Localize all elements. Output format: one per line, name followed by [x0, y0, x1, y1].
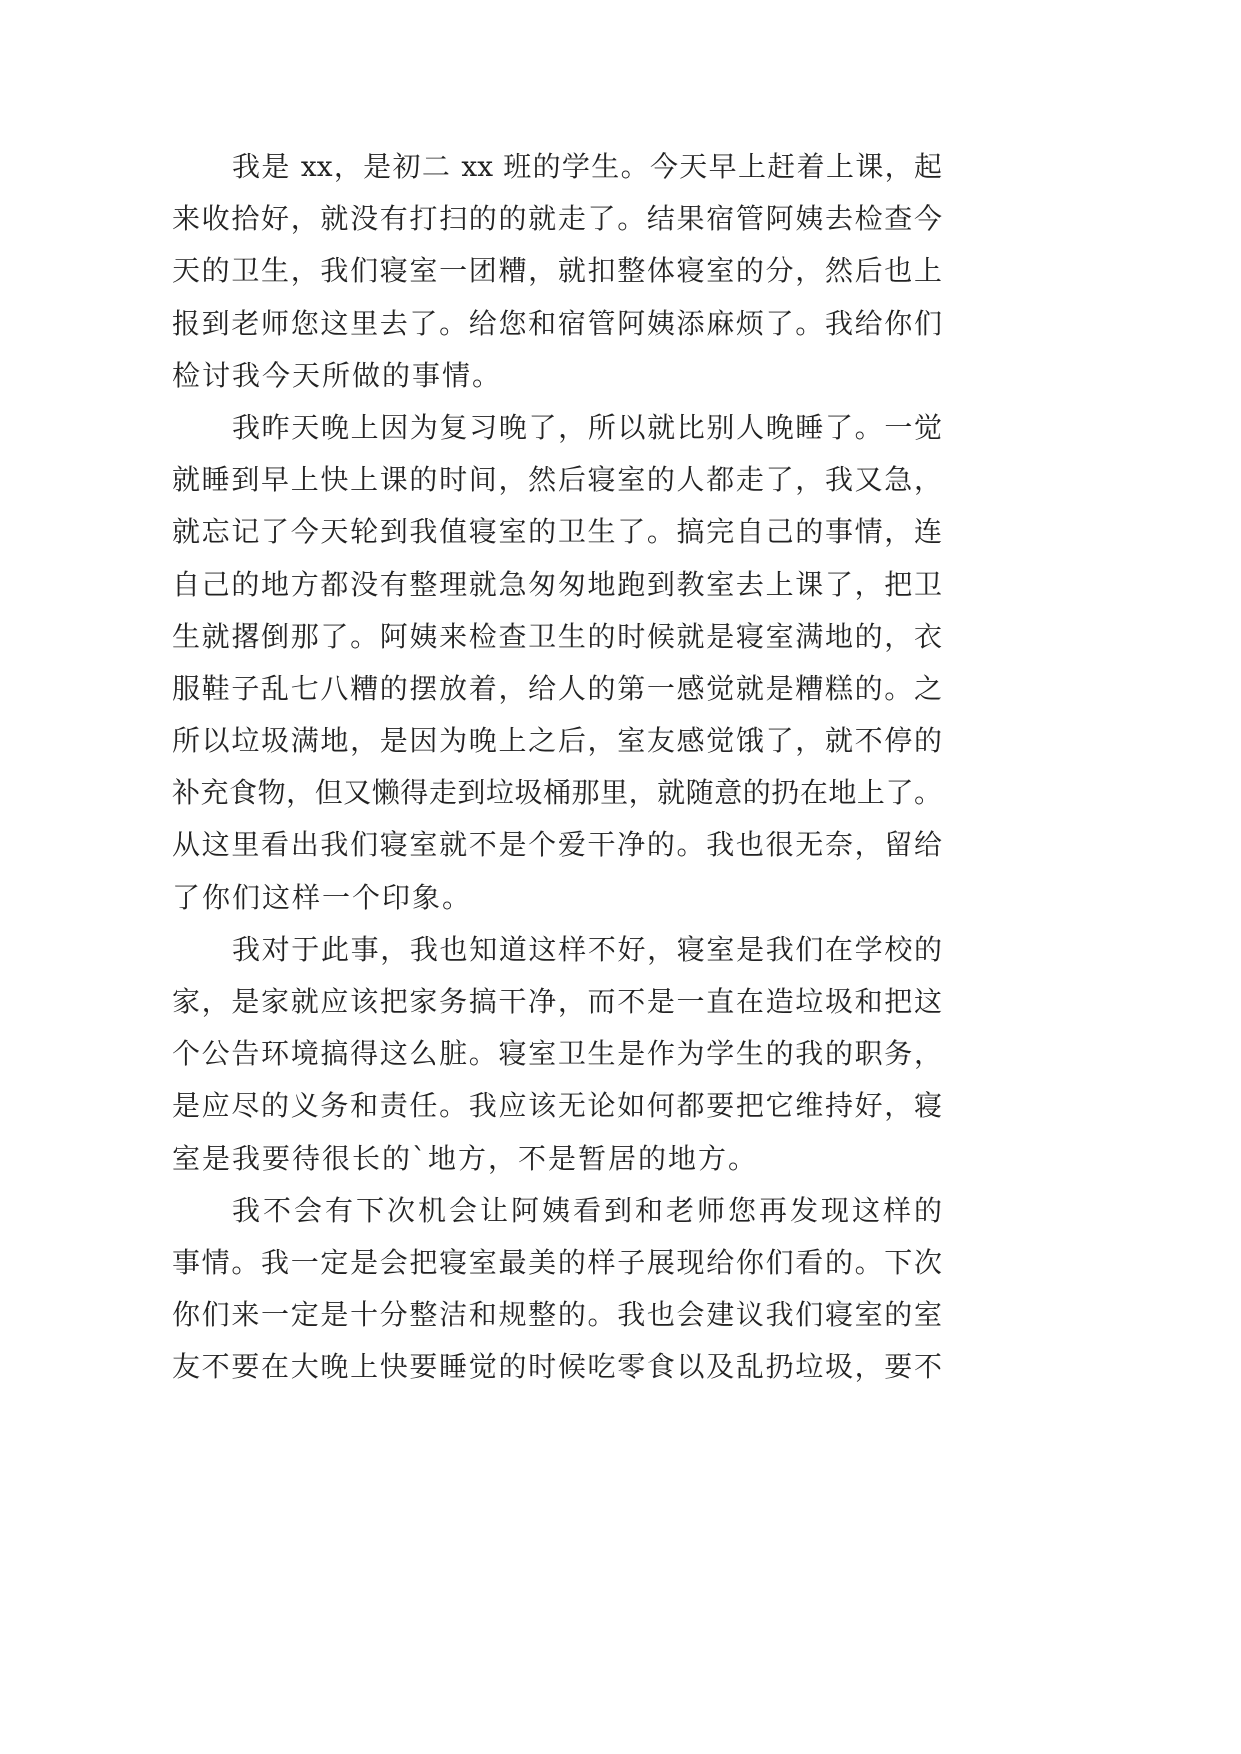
text-line: 报到老师您这里去了。给您和宿管阿姨添麻烦了。我给你们 — [172, 306, 942, 340]
text-line: 家，是家就应该把家务搞干净，而不是一直在造垃圾和把这 — [172, 985, 942, 1018]
text-line: 自己的地方都没有整理就急匆匆地跑到教室去上课了，把卫 — [172, 567, 942, 601]
text-line: 室是我要待很长的`地方，不是暂居的地方。 — [172, 1141, 759, 1175]
text-line: 了你们这样一个印象。 — [172, 880, 473, 914]
text-line: 个公告环境搞得这么脏。寝室卫生是作为学生的我的职务， — [172, 1037, 942, 1071]
text-line: 生就撂倒那了。阿姨来检查卫生的时候就是寝室满地的，衣 — [172, 619, 942, 653]
text-line: 来收拾好，就没有打扫的的就走了。结果宿管阿姨去检查今 — [172, 202, 942, 236]
document-page — [172, 141, 942, 1394]
text-line: 友不要在大晚上快要睡觉的时候吃零食以及乱扔垃圾，要不 — [172, 1350, 942, 1384]
paragraph-1 — [172, 141, 942, 402]
text-line: 我对于此事，我也知道这样不好，寝室是我们在学校的 — [232, 932, 942, 966]
text-line: 检讨我今天所做的事情。 — [172, 358, 503, 392]
text-line: 就睡到早上快上课的时间，然后寝室的人都走了，我又急， — [172, 463, 942, 497]
text-line: 我是 xx，是初二 xx 班的学生。今天早上赶着上课，起 — [232, 150, 942, 183]
text-line: 就忘记了今天轮到我值寝室的卫生了。搞完自己的事情，连 — [172, 515, 942, 549]
paragraph-3 — [172, 924, 942, 1185]
text-line: 从这里看出我们寝室就不是个爱干净的。我也很无奈，留给 — [172, 828, 942, 862]
text-line: 补充食物，但又懒得走到垃圾桶那里，就随意的扔在地上了。 — [172, 776, 942, 810]
text-line: 是应尽的义务和责任。我应该无论如何都要把它维持好，寝 — [172, 1089, 942, 1123]
text-line: 我不会有下次机会让阿姨看到和老师您再发现这样的 — [232, 1193, 942, 1227]
paragraph-2 — [172, 402, 942, 924]
text-line: 服鞋子乱七八糟的摆放着，给人的第一感觉就是糟糕的。之 — [172, 671, 942, 705]
paragraph-4 — [172, 1185, 942, 1394]
text-line: 我昨天晚上因为复习晚了，所以就比别人晚睡了。一觉 — [232, 410, 942, 444]
text-line: 你们来一定是十分整洁和规整的。我也会建议我们寝室的室 — [172, 1298, 942, 1332]
text-line: 天的卫生，我们寝室一团糟，就扣整体寝室的分，然后也上 — [172, 254, 942, 288]
text-line: 事情。我一定是会把寝室最美的样子展现给你们看的。下次 — [172, 1245, 942, 1279]
text-line: 所以垃圾满地，是因为晚上之后，室友感觉饿了，就不停的 — [172, 724, 942, 758]
